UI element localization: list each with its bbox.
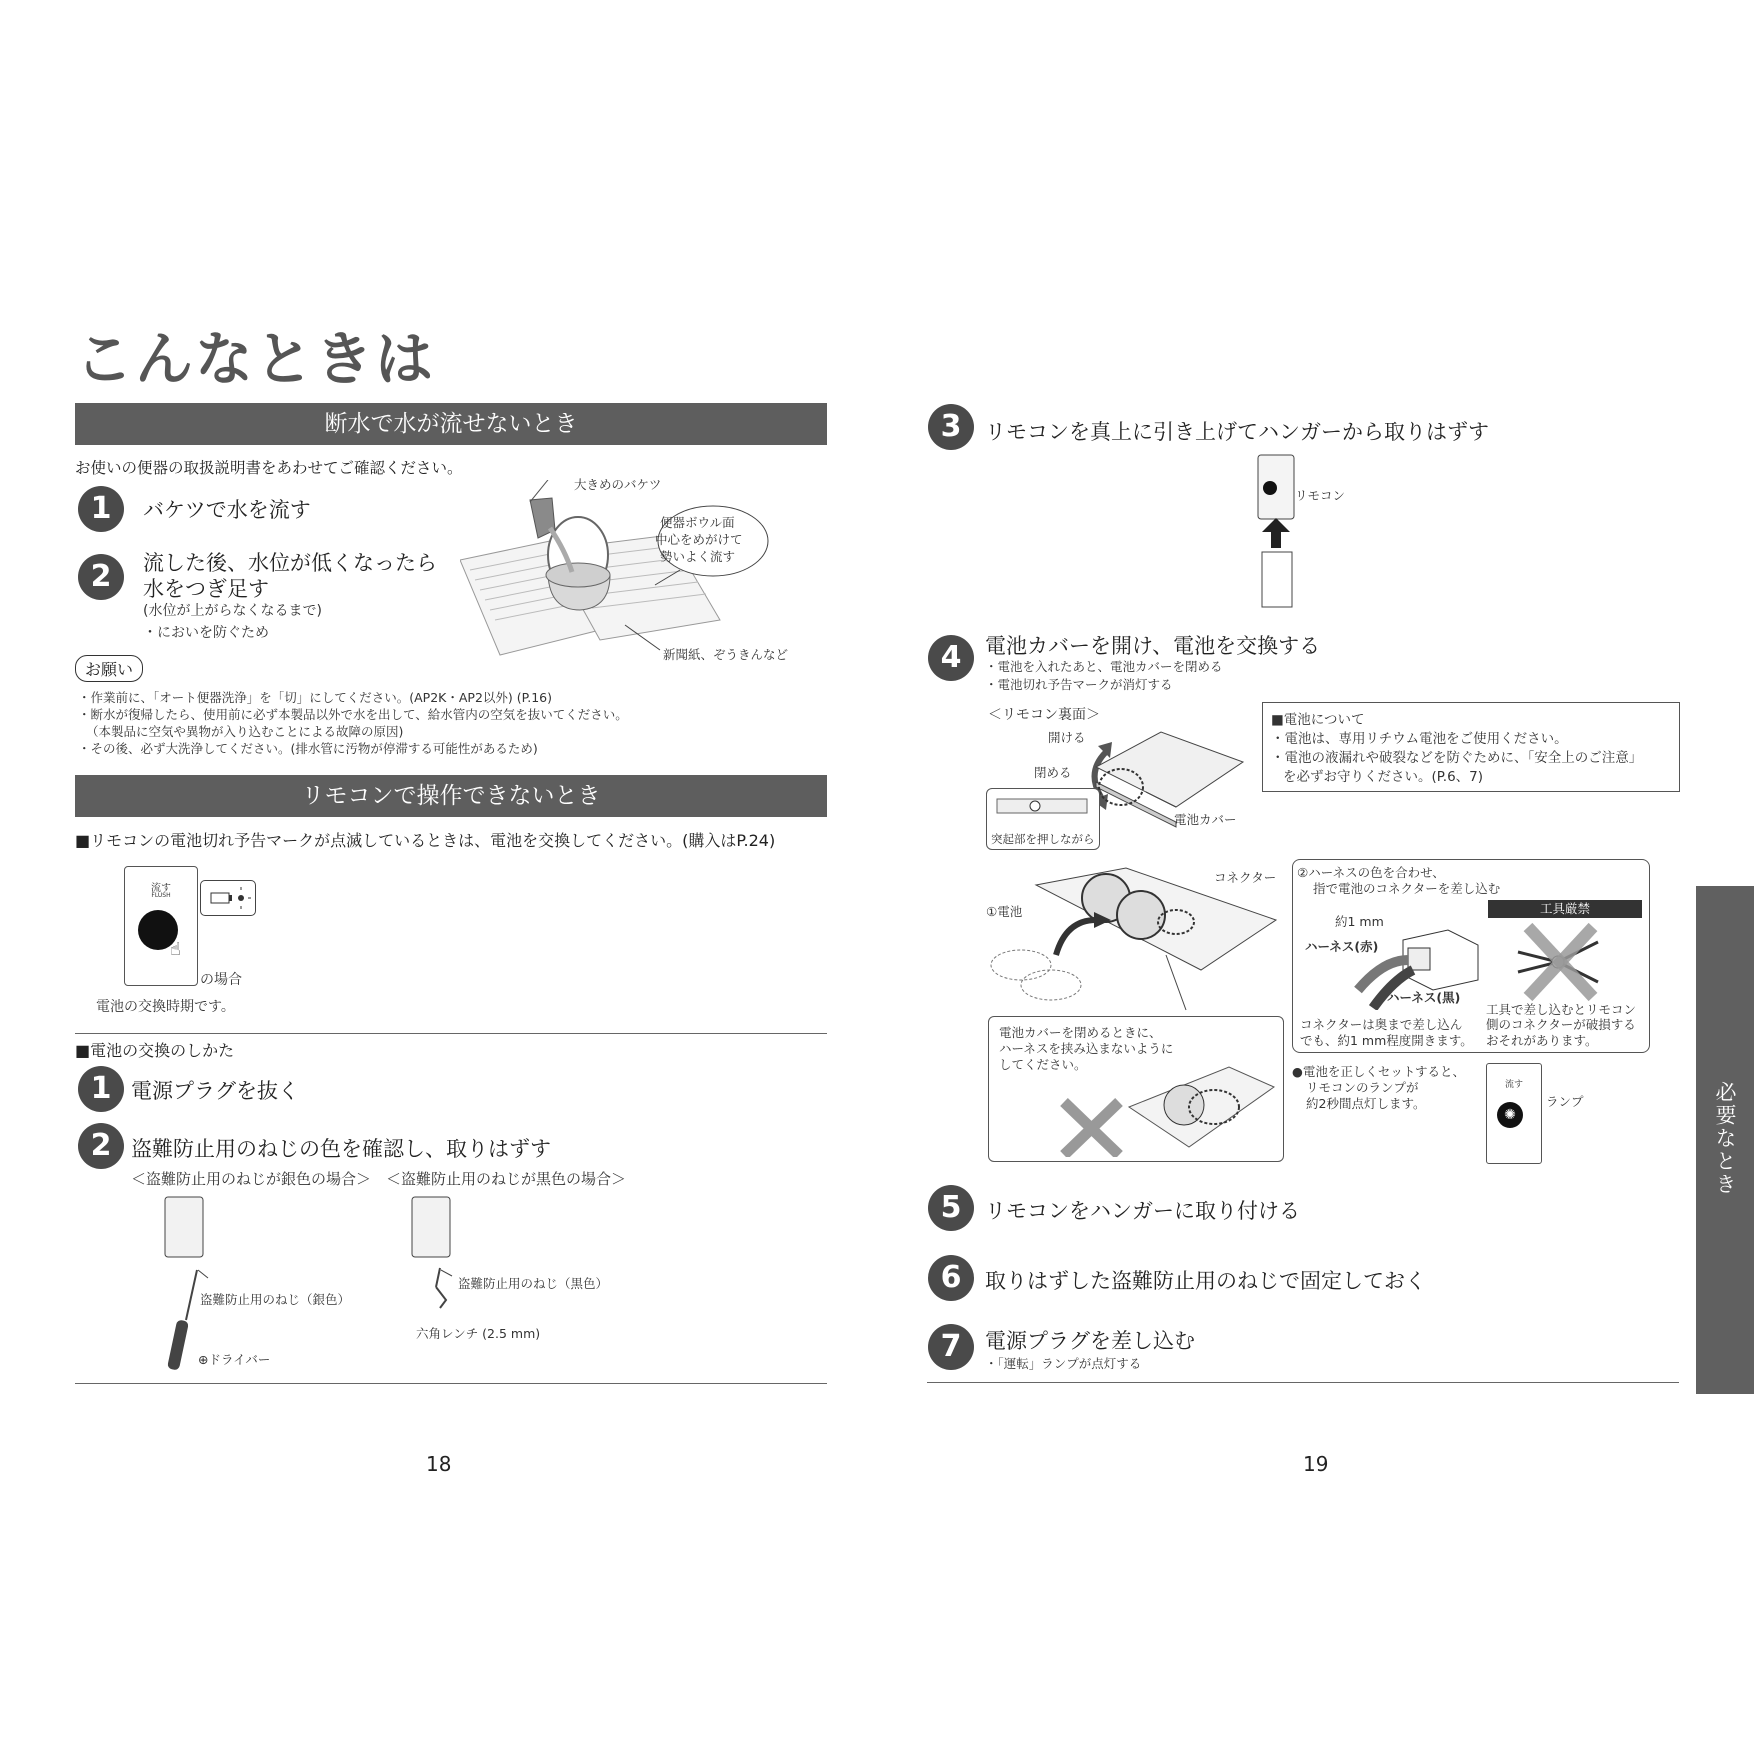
remote-illustration: [124, 866, 198, 986]
request-3: （本製品に空気や異物が入り込むことによる故障の原因): [86, 724, 404, 739]
warning-line-2: ハーネスを挟み込まないように: [999, 1041, 1174, 1056]
black-screw-label: 盗難防止用のねじ（黒色）: [458, 1276, 609, 1291]
battery-step-text-1: 電源プラグを抜く: [131, 1079, 299, 1103]
battery-info-box: [1262, 702, 1680, 792]
warning-line-1: 電池カバーを閉めるときに、: [999, 1025, 1162, 1040]
set-note-2: リモコンのランプが: [1306, 1080, 1419, 1095]
connector-label: コネクター: [1214, 870, 1277, 885]
divider: [75, 1033, 827, 1034]
step-number-5: 5: [928, 1185, 974, 1231]
protrusion-label: 突起部を押しながら: [991, 832, 1095, 846]
step-text-refill-1: 流した後、水位が低くなったら: [143, 551, 437, 575]
step4-note-2: ・電池切れ予告マークが消灯する: [985, 677, 1173, 692]
harness-note-1: ②ハーネスの色を合わせ、: [1297, 865, 1445, 880]
battery-info-title: ■電池について: [1271, 712, 1365, 728]
lamp-label: ランプ: [1546, 1094, 1584, 1109]
step-text-refill-2: 水をつぎ足す: [143, 577, 269, 601]
request-label: お願い: [75, 655, 143, 682]
open-label: 開ける: [1048, 730, 1086, 745]
section-header-water-outage: 断水で水が流せないとき: [75, 403, 827, 445]
connector-note-2: でも、約1 mm程度開きます。: [1300, 1033, 1473, 1048]
driver-label: ⊕ドライバー: [198, 1352, 271, 1367]
bottom-rule-right: [927, 1382, 1679, 1383]
battery-step-number-1: 1: [78, 1066, 124, 1112]
step-number-4: 4: [928, 635, 974, 681]
side-index-tab[interactable]: [1696, 886, 1754, 1394]
battery-mark-icon: [200, 880, 256, 916]
silver-case-label: ＜盗難防止用のねじが銀色の場合＞: [131, 1170, 372, 1188]
pliers-icon: [1508, 922, 1628, 1002]
harness-note-2: 指で電池のコネクターを差し込む: [1313, 881, 1501, 896]
page-number-right: 19: [1303, 1452, 1329, 1476]
side-tab-label: 必要なとき: [1713, 1081, 1737, 1196]
page-title: こんなときは: [75, 325, 436, 393]
battery-step-text-2: 盗難防止用のねじの色を確認し、取りはずす: [131, 1137, 551, 1161]
tool-banned-label: 工具厳禁: [1488, 900, 1642, 918]
step-text-6: 取りはずした盗難防止用のねじで固定しておく: [985, 1269, 1426, 1293]
cover-label: 電池カバー: [1174, 812, 1237, 827]
warning-line-3: してください。: [999, 1057, 1087, 1072]
hand-icon: ☝: [170, 939, 181, 960]
step-text-5: リモコンをハンガーに取り付ける: [985, 1199, 1300, 1223]
back-side-label: ＜リモコン裏面＞: [988, 707, 1100, 723]
request-4: ・その後、必ず大洗浄してください。(排水管に汚物が停滞する可能性があるため): [78, 741, 538, 756]
remote-lamp-illustration: [1486, 1063, 1542, 1164]
step-text-7: 電源プラグを差し込む: [985, 1329, 1195, 1353]
set-note-3: 約2秒間点灯します。: [1306, 1096, 1426, 1111]
remote-flush-sub: FLUSH: [151, 892, 171, 899]
battery-step-number-2: 2: [78, 1123, 124, 1169]
case-label: の場合: [200, 972, 242, 988]
section-header-remote: リモコンで操作できないとき: [75, 775, 827, 817]
tool-note-2: 側のコネクターが破損する: [1486, 1017, 1636, 1032]
wrench-label: 六角レンチ (2.5 mm): [416, 1326, 541, 1341]
harness-red-label: ハーネス(赤): [1305, 939, 1379, 954]
bubble-line-3: 勢いよく流す: [660, 549, 736, 564]
battery-info-1: ・電池は、専用リチウム電池をご使用ください。: [1271, 731, 1568, 747]
paper-label: 新聞紙、ぞうきんなど: [663, 647, 789, 662]
harness-detail-box: [1292, 859, 1650, 1053]
bucket-label: 大きめのバケツ: [574, 477, 662, 492]
intro-text: お使いの便器の取扱説明書をあわせてご確認ください。: [75, 459, 463, 477]
connector-icon: [1353, 920, 1483, 1010]
bottom-rule-left: [75, 1383, 827, 1384]
step-number-6: 6: [928, 1255, 974, 1301]
request-2: ・断水が復帰したら、使用前に必ず本製品以外で水を出して、給水管内の空気を抜いてください。: [78, 707, 628, 722]
approx-label: 約1 mm: [1335, 914, 1384, 929]
step-note-1: (水位が上がらなくなるまで): [143, 603, 322, 619]
step-text-bucket: バケツで水を流す: [143, 498, 311, 522]
pinched-harness-illustration: [989, 1047, 1279, 1157]
connector-note-1: コネクターは奥まで差し込ん: [1300, 1017, 1463, 1032]
remote-lift-illustration: [1250, 452, 1310, 612]
set-note-1: ●電池を正しくセットすると、: [1292, 1064, 1466, 1079]
warning-box: [988, 1016, 1284, 1162]
howto-title: ■電池の交換のしかた: [75, 1041, 235, 1060]
battery-info-3: を必ずお守りください。(P.6、7): [1283, 769, 1484, 785]
step-number-2: 2: [78, 554, 124, 600]
step7-note: ・「運転」ランプが点灯する: [985, 1356, 1142, 1371]
step-text-4: 電池カバーを開け、電池を交換する: [985, 634, 1321, 658]
step4-note-1: ・電池を入れたあと、電池カバーを閉める: [985, 659, 1223, 674]
harness-black-label: ハーネス(黒): [1387, 990, 1461, 1005]
step-text-3: リモコンを真上に引き上げてハンガーから取りはずす: [985, 420, 1489, 444]
bubble-line-1: 便器ボウル面: [660, 515, 735, 530]
request-1: ・作業前に、「オート便器洗浄」を「切」にしてください。(AP2K・AP2以外) (P.16): [78, 690, 552, 705]
battery-notice: ■リモコンの電池切れ予告マークが点滅しているときは、電池を交換してください。(購入はP.24): [75, 831, 776, 850]
silver-screw-label: 盗難防止用のねじ（銀色）: [200, 1292, 351, 1307]
battery-time-text: 電池の交換時期です。: [96, 999, 235, 1015]
bubble-line-2: 中心をめがけて: [655, 532, 743, 547]
battery-label: ①電池: [986, 904, 1023, 919]
black-case-label: ＜盗難防止用のねじが黒色の場合＞: [386, 1170, 627, 1188]
step-note-2: ・においを防ぐため: [143, 625, 269, 641]
remote-lamp-flush-label: 流す: [1504, 1080, 1523, 1090]
battery-info-2: ・電池の液漏れや破裂などを防ぐために、「安全上のご注意」: [1271, 750, 1643, 766]
bucket-toilet-illustration: [460, 480, 800, 670]
step-number-1: 1: [78, 486, 124, 532]
lamp-icon: ✺: [1497, 1102, 1523, 1128]
step-number-7: 7: [928, 1324, 974, 1370]
remote-flush-label: 流す: [151, 883, 171, 894]
page-number-left: 18: [426, 1452, 452, 1476]
step-number-3: 3: [928, 404, 974, 450]
remote-label: リモコン: [1295, 488, 1346, 503]
close-label: 閉める: [1034, 765, 1072, 780]
protrusion-detail: [986, 788, 1100, 850]
tool-note-1: 工具で差し込むとリモコン: [1486, 1002, 1637, 1017]
tool-note-3: おそれがあります。: [1486, 1033, 1598, 1048]
